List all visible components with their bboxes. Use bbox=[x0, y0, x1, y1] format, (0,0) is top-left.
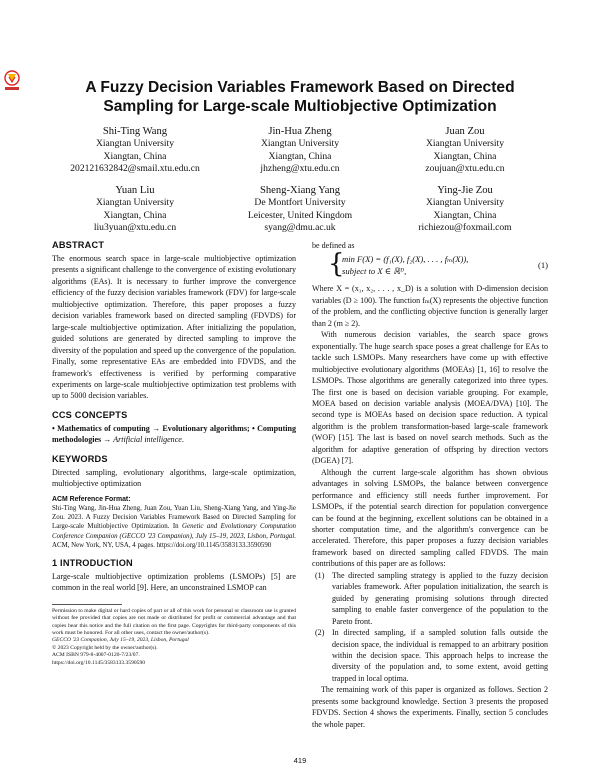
ccs-item-2: • Computing methodologies → bbox=[52, 423, 297, 445]
author-name: Ying-Jie Zou bbox=[437, 185, 493, 196]
author-3 bbox=[382, 126, 548, 176]
author-4 bbox=[52, 185, 218, 235]
equation-line-2: subject to X ∈ ℝᴰ, bbox=[342, 266, 407, 277]
copyright-line: © 2023 Copyright held by the owner/author(s). bbox=[52, 644, 158, 651]
author-affiliation: Xiangtan University bbox=[425, 197, 505, 209]
ccs-heading: CCS CONCEPTS bbox=[52, 409, 128, 420]
paragraph-2: With numerous decision variables, the search space grows exponentially. The huge search space poses a great challenge for EAs to tackle such LSMOPs. Many researchers have come up with effective multiobjective evolutionary algorithms (MOEAs) [1, 16] to resolve the LSMOPs. Those algorithms are generally categorized into three types. The first one is based on decision variable grouping. For example, MOEA based on decision variable analysis (MOEA/DVA) [10]. The second type is MOEAs based on decision space reduction. A typical algorithm is the problem transformation-based large-scale framework (WOF) [15]. The last is based on novel search methods. Such as the algorithm for adaptive generation of offspring by direction vectors (DGEA) [7]. bbox=[312, 330, 548, 466]
list-item-label: (2) bbox=[315, 628, 325, 638]
reference-format-doi[interactable]: ACM, New York, NY, USA, 4 pages. https://doi.org/10.1145/3583133.3590590 bbox=[52, 541, 272, 549]
author-location: Xiangtan, China bbox=[433, 150, 497, 162]
permission-footnote: Permission to make digital or hard copies of part or all of this work for personal or classroom use is granted without fee provided that copies are not made or distributed for profit or commercial advantage and that copies bear this notice and the full citation on the first page. Copyrights for third-party components of this work must be honored. For all other uses, contact the owner/author(s). bbox=[52, 607, 296, 637]
equation-1 bbox=[312, 249, 548, 280]
ccs-text bbox=[52, 423, 296, 446]
check-for-updates-badge[interactable] bbox=[4, 70, 20, 92]
contributions-list bbox=[312, 570, 548, 685]
reference-format bbox=[52, 495, 296, 550]
title-line-2: Sampling for Large-scale Multiobjective Optimization bbox=[103, 98, 497, 115]
equation-intro: be defined as bbox=[312, 241, 355, 250]
conference-line: GECCO '23 Companion, July 15–19, 2023, Lisbon, Portugal bbox=[52, 637, 189, 644]
author-6 bbox=[382, 185, 548, 235]
equation-number: (1) bbox=[537, 260, 548, 271]
abstract-text: The enormous search space in large-scale multiobjective optimization presents a significant challenge to the convergence of existing evolutionary algorithms (EAs). It is necessary to further improve the convergence efficiency of the fuzzy decision variables framework (FDV) for large-scale multiobjective optimization. Therefore, this paper proposes a fuzzy decision variables framework based on directed sampling (FDVDS) for large-scale multiobjective optimization. After initializing the population, guided solutions are generated by directed sampling to improve the diversity of the population and speed up the convergence of the population. Finally, some representative EAs are embedded into FDVDS, and the framework's effectiveness is verified by performing comparative experiments on large-scale multiobjective optimization test problems with up to 5000 decision variables. bbox=[52, 254, 296, 401]
author-name: Shi-Ting Wang bbox=[102, 126, 168, 137]
list-item bbox=[312, 627, 548, 684]
doi-link[interactable]: https://doi.org/10.1145/3583133.3590590 bbox=[52, 659, 146, 666]
ccs-item-2-leaf: Artificial intelligence bbox=[113, 435, 182, 445]
page-number: 419 bbox=[293, 756, 307, 765]
abstract-heading: ABSTRACT bbox=[52, 240, 105, 250]
author-location: Xiangtan, China bbox=[433, 209, 497, 221]
author-name: Jin-Hua Zheng bbox=[268, 126, 332, 137]
author-email[interactable]: zoujuan@xtu.edu.cn bbox=[425, 163, 505, 175]
author-5 bbox=[217, 185, 383, 235]
author-1 bbox=[52, 126, 218, 176]
author-location: Xiangtan, China bbox=[103, 209, 167, 221]
title-line-1: A Fuzzy Decision Variables Framework Based on Directed bbox=[85, 79, 515, 96]
author-location: Leicester, United Kingdom bbox=[247, 209, 353, 221]
author-name: Juan Zou bbox=[445, 126, 485, 137]
author-location: Xiangtan, China bbox=[268, 150, 332, 162]
paper-title bbox=[50, 78, 550, 116]
author-affiliation: Xiangtan University bbox=[260, 138, 340, 150]
author-location: Xiangtan, China bbox=[103, 150, 167, 162]
list-item bbox=[312, 570, 548, 627]
footnote-rule bbox=[52, 604, 122, 605]
reference-format-venue: Genetic and Evolutionary Computation Conference Companion (GECCO '23 Companion), July 15–19, 2023, Lisbon, Portugal. bbox=[52, 523, 296, 540]
reference-format-label: ACM Reference Format: bbox=[52, 495, 131, 503]
author-affiliation: Xiangtan University bbox=[425, 138, 505, 150]
author-affiliation: De Montfort University bbox=[254, 197, 346, 209]
paragraph-3: Although the current large-scale algorithm has shown obvious advantages in solving LSMOPs, the balance between convergence performance and efficiency still needs further improvement. For LSMOPs, if the potential search direction for population convergence can be found at the beginning, excellent solutions can be obtained in a shorter computation time, and the algorithm's convergence can be accelerated. Therefore, this paper proposes a fuzzy decision variables framework based on directed sampling called FDVDS. The main contributions of this paper are as follows: bbox=[312, 467, 548, 569]
author-2 bbox=[217, 126, 383, 176]
list-item-text: In directed sampling, if a sampled solution falls outside the decision space, the individual is remapped to an arbitrary position within the decision space. This approach helps to increase the diversity of the population and, to some extent, avoid getting trapped in local optima. bbox=[332, 628, 548, 683]
author-email[interactable]: 202121632842@smail.xtu.edu.cn bbox=[70, 163, 200, 175]
author-email[interactable]: richiezou@foxmail.com bbox=[418, 222, 512, 234]
author-name: Yuan Liu bbox=[115, 185, 155, 196]
ccs-item-1: • Mathematics of computing → Evolutionary algorithms; bbox=[52, 423, 250, 433]
paragraph-4: The remaining work of this paper is organized as follows. Section 2 presents some background knowledge. Section 3 presents the proposed FDVDS. Section 4 shows the experiments. Finally, section 5 concludes the whole paper. bbox=[312, 685, 548, 729]
keywords-heading: KEYWORDS bbox=[52, 453, 108, 464]
author-email[interactable]: jhzheng@xtu.edu.cn bbox=[260, 163, 340, 175]
intro-heading: 1 INTRODUCTION bbox=[52, 557, 133, 568]
intro-text: Large-scale multiobjective optimization problems (LSMOPs) [5] are common in the real world [9]. Here, an unconstrained LSMOP can bbox=[52, 571, 296, 593]
equation-line-1: min F(X) = (f₁(X), f₂(X), . . . , fₘ(X)), bbox=[342, 254, 469, 265]
ccs-item-2-end: . bbox=[181, 435, 184, 445]
list-item-label: (1) bbox=[315, 570, 325, 580]
keywords-text: Directed sampling, evolutionary algorithms, large-scale optimization, multiobjective optimization bbox=[52, 467, 296, 489]
isbn-line: ACM ISBN 979-8-4007-0120-7/23/07. bbox=[52, 652, 140, 659]
author-name: Sheng-Xiang Yang bbox=[259, 185, 341, 196]
where-paragraph: Where X = (x₁, x₂, . . . , x_D) is a solution with D-dimension decision variables (D ≥ 100). The function fₘ(X) represents the objective function of the problem, and the conflicting objective function is generally larger than 2 (m ≥ 2). bbox=[312, 284, 548, 328]
author-affiliation: Xiangtan University bbox=[95, 197, 175, 209]
right-column bbox=[312, 240, 548, 730]
list-item-text: The directed sampling strategy is applied to the fuzzy decision variables framework. After population initialization, the search is guided by generating promising solutions through directed sampling to enable faster convergence of the population to the Pareto front. bbox=[332, 570, 548, 626]
author-affiliation: Xiangtan University bbox=[95, 138, 175, 150]
author-email[interactable]: liu3yuan@xtu.edu.cn bbox=[93, 222, 177, 234]
left-column bbox=[52, 240, 296, 667]
author-email[interactable]: syang@dmu.ac.uk bbox=[264, 222, 336, 234]
reference-format-text: Shi-Ting Wang, Jin-Hua Zheng, Juan Zou, Yuan Liu, Sheng-Xiang Yang, and Ying-Jie Zou. 2023. A Fuzzy Decision Variables Framework Based on Directed Sampling for Large-scale Multiobjective Optimization. In bbox=[52, 504, 296, 531]
equation-brace: { bbox=[328, 249, 345, 280]
